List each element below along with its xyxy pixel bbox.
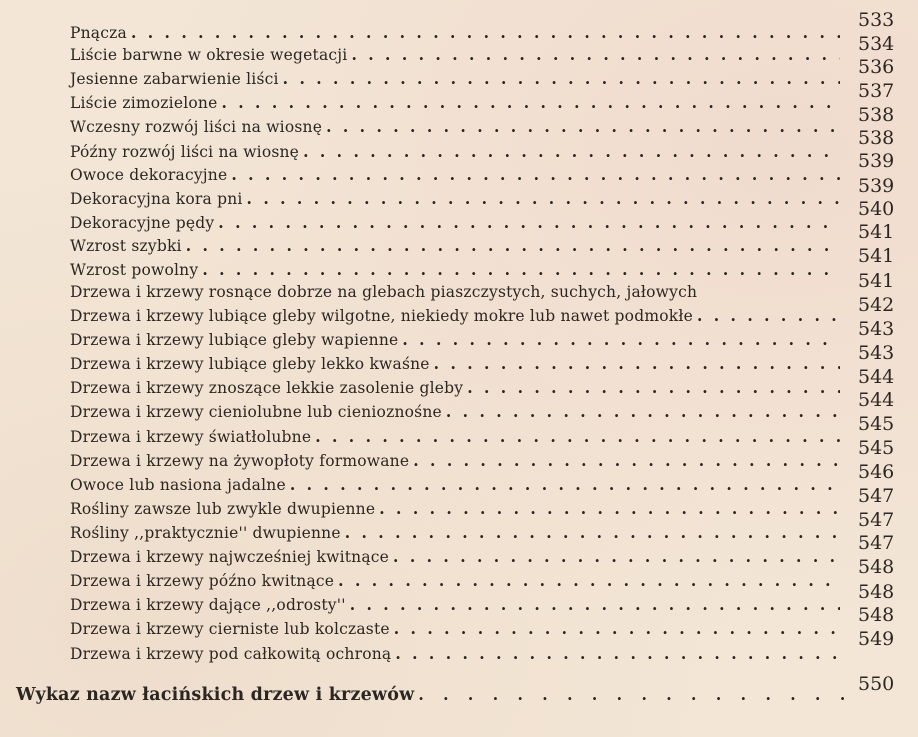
toc-entry bbox=[70, 546, 840, 568]
dot-leader bbox=[303, 141, 840, 163]
dot-leader bbox=[418, 684, 856, 706]
toc-entry bbox=[70, 329, 840, 351]
toc-entry bbox=[70, 44, 840, 66]
toc-entry-title: Drzewa i krzewy późno kwitnące bbox=[70, 572, 335, 590]
toc-page-number: 539 bbox=[858, 175, 895, 197]
dot-leader bbox=[202, 259, 840, 281]
toc-entry bbox=[70, 281, 840, 303]
toc-entry-title: Pnącza bbox=[70, 24, 127, 42]
toc-page-number: 541 bbox=[858, 245, 895, 267]
toc-entry-title: Drzewa i krzewy rosnące dobrze na glebach piaszczystych, suchych, jałowych bbox=[70, 283, 698, 301]
toc-entry bbox=[70, 188, 840, 210]
dot-leader bbox=[218, 212, 840, 234]
dot-leader bbox=[446, 401, 840, 423]
toc-entry bbox=[70, 570, 840, 592]
toc-entry-title: Rośliny zawsze lub zwykle dwupienne bbox=[70, 500, 376, 518]
toc-final-entry-title: Wykaz nazw łacińskich drzew i krzewów bbox=[16, 685, 415, 705]
toc-page-number: 538 bbox=[858, 104, 895, 126]
toc-page-number: 548 bbox=[858, 604, 895, 626]
dot-leader bbox=[283, 68, 840, 90]
toc-entry bbox=[70, 474, 840, 496]
dot-leader bbox=[434, 353, 840, 375]
dot-leader bbox=[290, 474, 840, 496]
toc-entry bbox=[70, 450, 840, 472]
dot-leader bbox=[345, 522, 840, 544]
toc-entry bbox=[70, 259, 840, 281]
toc-page-number: 534 bbox=[858, 33, 895, 55]
dot-leader bbox=[697, 305, 840, 327]
toc-entry bbox=[70, 92, 840, 114]
toc-entry bbox=[70, 498, 840, 520]
toc-page-number: 545 bbox=[858, 437, 895, 459]
toc-entry bbox=[70, 377, 840, 399]
toc-page-number: 543 bbox=[858, 318, 895, 340]
toc-final-entry bbox=[16, 684, 856, 706]
dot-leader bbox=[338, 570, 840, 592]
toc-page-number: 545 bbox=[858, 413, 895, 435]
dot-leader bbox=[379, 498, 840, 520]
toc-page-number: 548 bbox=[858, 581, 895, 603]
toc-entry-title: Drzewa i krzewy lubiące gleby wilgotne, niekiedy mokre lub nawet podmokłe bbox=[70, 307, 693, 325]
toc-page-number: 533 bbox=[858, 9, 895, 31]
toc-entry-title: Wczesny rozwój liści na wiosnę bbox=[70, 118, 323, 136]
dot-leader bbox=[326, 116, 840, 138]
toc-page-number: 536 bbox=[858, 56, 895, 78]
toc-entry-title: Drzewa i krzewy lubiące gleby wapienne bbox=[70, 331, 399, 349]
dot-leader bbox=[413, 450, 840, 472]
toc-entry bbox=[70, 305, 840, 327]
toc-entry-title: Dekoracyjne pędy bbox=[70, 214, 215, 232]
dot-leader bbox=[350, 594, 840, 616]
dot-leader bbox=[395, 643, 840, 665]
toc-page-number: 541 bbox=[858, 221, 895, 243]
toc-entry bbox=[70, 643, 840, 665]
toc-entry-title: Wzrost powolny bbox=[70, 261, 199, 279]
toc-entry bbox=[70, 68, 840, 90]
toc-entry bbox=[70, 522, 840, 544]
toc-entry bbox=[70, 212, 840, 234]
toc-page-number: 546 bbox=[858, 461, 895, 483]
toc-entry-title: Drzewa i krzewy światłolubne bbox=[70, 428, 312, 446]
dot-leader bbox=[394, 618, 840, 640]
toc-entry bbox=[70, 164, 840, 186]
toc-entry-title: Liście zimozielone bbox=[70, 94, 218, 112]
toc-entry bbox=[70, 116, 840, 138]
toc-entry-title: Drzewa i krzewy lubiące gleby lekko kwaśne bbox=[70, 355, 430, 373]
toc-page-number: 542 bbox=[858, 294, 895, 316]
dot-leader bbox=[467, 377, 840, 399]
toc-entry-title: Drzewa i krzewy na żywopłoty formowane bbox=[70, 452, 410, 470]
toc-page-number: 543 bbox=[858, 342, 895, 364]
toc-entry-title: Drzewa i krzewy cierniste lub kolczaste bbox=[70, 620, 390, 638]
toc-page-number: 549 bbox=[858, 628, 895, 650]
toc-entry-title: Wzrost szybki bbox=[70, 237, 182, 255]
toc-page-number: 541 bbox=[858, 270, 895, 292]
toc-entry-title: Drzewa i krzewy cieniolubne lub cienioznośne bbox=[70, 403, 442, 421]
toc-page-number: 538 bbox=[858, 127, 895, 149]
toc-entry-title: Rośliny ,,praktycznie'' dwupienne bbox=[70, 524, 341, 542]
toc-page-number: 547 bbox=[858, 532, 895, 554]
dot-leader bbox=[231, 164, 840, 186]
dot-leader bbox=[247, 188, 840, 210]
toc-entry bbox=[70, 594, 840, 616]
toc-entry-title: Drzewa i krzewy dające ,,odrosty'' bbox=[70, 596, 346, 614]
toc-entry-title: Owoce dekoracyjne bbox=[70, 166, 228, 184]
toc-page-number: 547 bbox=[858, 509, 895, 531]
toc-page-number: 540 bbox=[858, 198, 895, 220]
dot-leader bbox=[315, 426, 840, 448]
toc-entry bbox=[70, 235, 840, 257]
toc-entry bbox=[70, 401, 840, 423]
toc-entry bbox=[70, 141, 840, 163]
toc-page-number: 548 bbox=[858, 556, 895, 578]
toc-entry bbox=[70, 353, 840, 375]
toc-entry-title: Jesienne zabarwienie liści bbox=[70, 70, 279, 88]
toc-entry bbox=[70, 426, 840, 448]
dot-leader bbox=[402, 329, 840, 351]
toc-page-number: 539 bbox=[858, 150, 895, 172]
toc-entry-title: Owoce lub nasiona jadalne bbox=[70, 476, 286, 494]
dot-leader bbox=[186, 235, 840, 257]
toc-page-number: 547 bbox=[858, 485, 895, 507]
toc-entry bbox=[70, 22, 840, 44]
toc-final-page-number: 550 bbox=[858, 673, 895, 695]
toc-entry-title: Drzewa i krzewy pod całkowitą ochroną bbox=[70, 645, 392, 663]
dot-leader bbox=[221, 92, 840, 114]
toc-entry bbox=[70, 618, 840, 640]
toc-entry-title: Późny rozwój liści na wiosnę bbox=[70, 143, 300, 161]
toc-entry-title: Liście barwne w okresie wegetacji bbox=[70, 46, 348, 64]
toc-page-number: 537 bbox=[858, 80, 895, 102]
toc-entry-title: Drzewa i krzewy znoszące lekkie zasolenie gleby bbox=[70, 379, 464, 397]
dot-leader bbox=[393, 546, 840, 568]
dot-leader bbox=[131, 22, 840, 44]
dot-leader bbox=[351, 44, 840, 66]
toc-page-number: 544 bbox=[858, 366, 895, 388]
toc-entry-title: Drzewa i krzewy najwcześniej kwitnące bbox=[70, 548, 390, 566]
toc-page-number: 544 bbox=[858, 389, 895, 411]
toc-entry-title: Dekoracyjna kora pni bbox=[70, 190, 243, 208]
